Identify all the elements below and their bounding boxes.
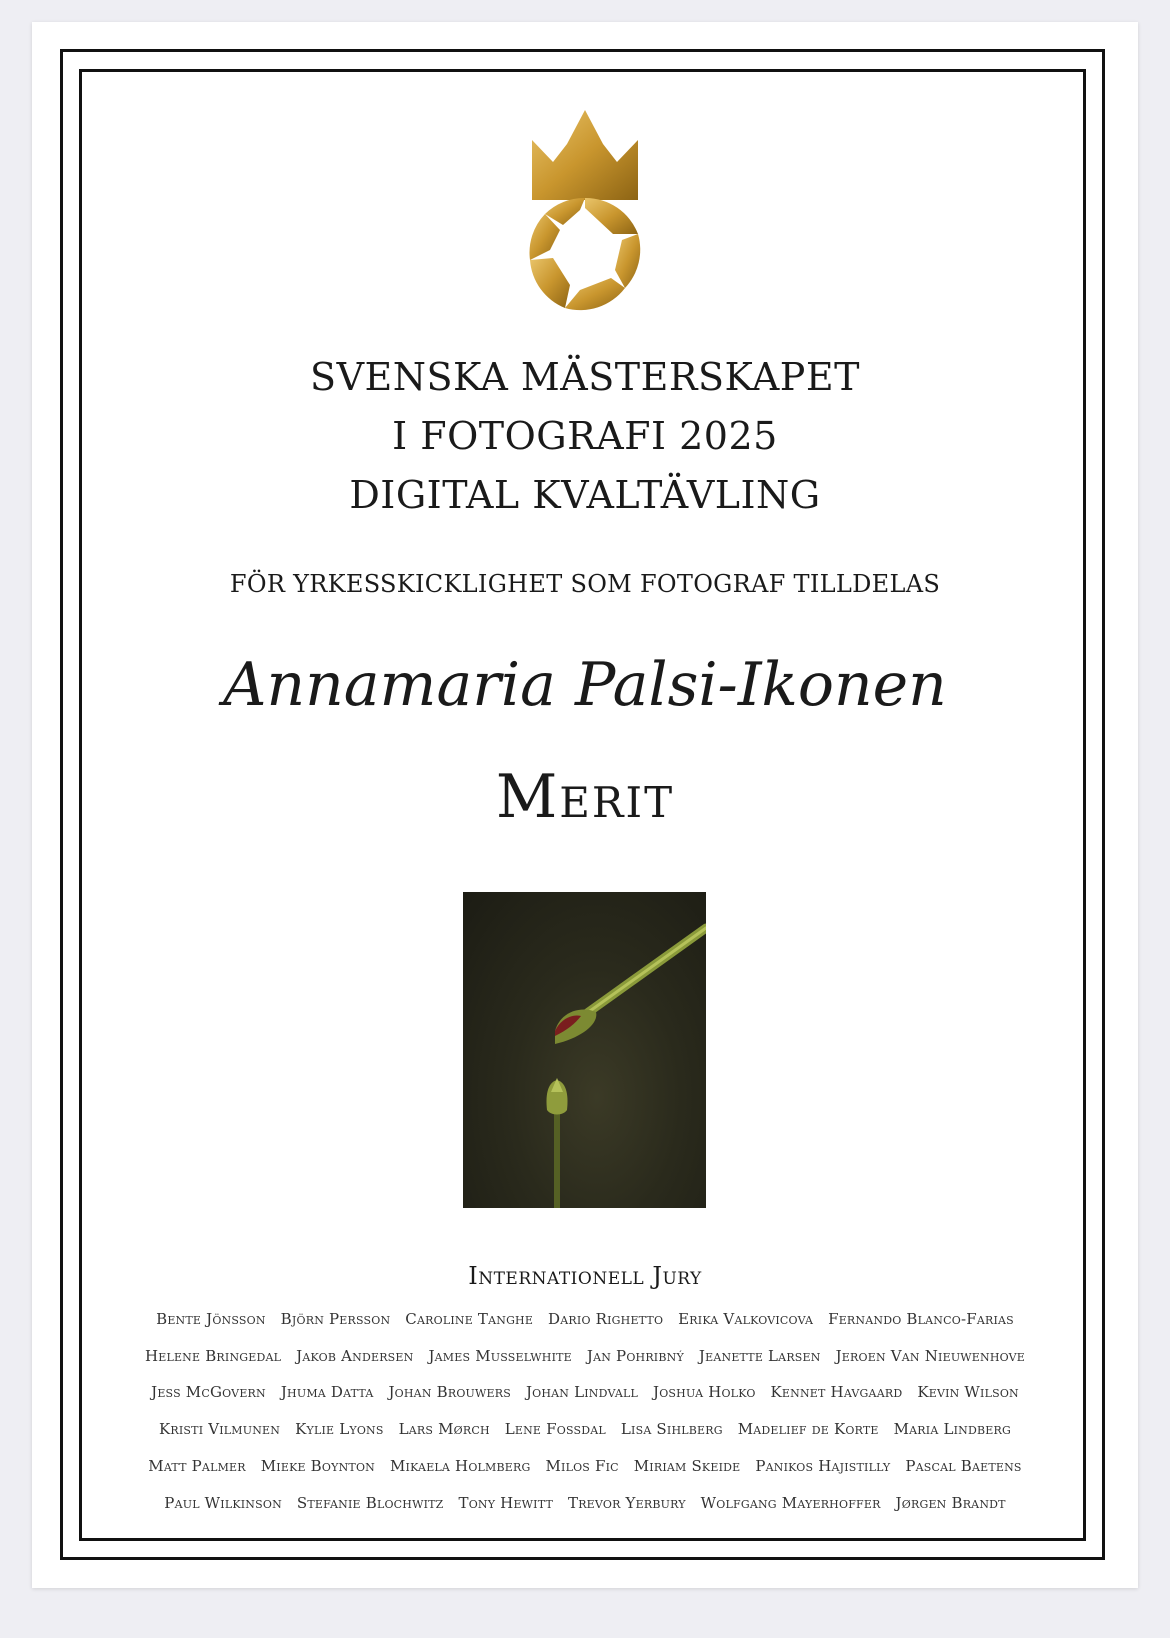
crown-aperture-logo <box>525 110 645 315</box>
juror-name: Pascal Baetens <box>905 1457 1022 1475</box>
jury-row-2 <box>90 1347 1080 1365</box>
juror-name: Wolfgang Mayerhoffer <box>700 1494 881 1512</box>
juror-name: Jeroen Van Nieuwenhove <box>835 1347 1026 1365</box>
award-photo <box>463 892 706 1208</box>
juror-name: Kristi Vilmunen <box>158 1420 281 1438</box>
title-line-1: SVENSKA MÄSTERSKAPET <box>310 355 860 399</box>
juror-name: Jan Pohribný <box>586 1347 684 1365</box>
title-line-3: DIGITAL KVALTÄVLING <box>349 473 821 517</box>
juror-name: Johan Lindvall <box>525 1383 639 1401</box>
certificate-title <box>0 348 1170 525</box>
jury-row-1 <box>90 1310 1080 1328</box>
juror-name: James Musselwhite <box>428 1347 572 1365</box>
jury-heading: Internationell Jury <box>468 1262 702 1290</box>
title-line-2: I FOTOGRAFI 2025 <box>392 414 778 458</box>
juror-name: Maria Lindberg <box>893 1420 1011 1438</box>
juror-name: Dario Righetto <box>548 1310 664 1328</box>
juror-name: Lars Mørch <box>398 1420 490 1438</box>
juror-name: Jørgen Brandt <box>895 1494 1006 1512</box>
juror-name: Lisa Sihlberg <box>620 1420 723 1438</box>
award-level <box>0 762 1170 832</box>
juror-name: Caroline Tanghe <box>405 1310 534 1328</box>
juror-name: Johan Brouwers <box>388 1383 511 1401</box>
juror-name: Stefanie Blochwitz <box>296 1494 444 1512</box>
award-reason: FÖR YRKESSKICKLIGHET SOM FOTOGRAF TILLDELAS <box>229 570 941 598</box>
aperture-icon <box>530 198 641 310</box>
juror-name: Kevin Wilson <box>917 1383 1019 1401</box>
juror-name: Helene Bringedal <box>144 1347 282 1365</box>
juror-name: Bente Jönsson <box>156 1310 266 1328</box>
award-label: Merit <box>495 762 675 832</box>
crown-icon <box>532 110 638 200</box>
juror-name: Tony Hewitt <box>458 1494 554 1512</box>
juror-name: Joshua Holko <box>652 1383 756 1401</box>
juror-name: Jess McGovern <box>151 1383 266 1401</box>
juror-name: Madelief de Korte <box>737 1420 879 1438</box>
jury-row-3 <box>90 1383 1080 1401</box>
juror-name: Paul Wilkinson <box>164 1494 282 1512</box>
juror-name: Jeanette Larsen <box>698 1347 821 1365</box>
juror-name: Matt Palmer <box>148 1457 246 1475</box>
juror-name: Milos Fic <box>545 1457 619 1475</box>
juror-name: Björn Persson <box>280 1310 391 1328</box>
juror-name: Jhuma Datta <box>280 1383 374 1401</box>
juror-name: Trevor Yerbury <box>567 1494 686 1512</box>
recipient-name: Annamaria Palsi-Ikonen <box>223 650 947 720</box>
juror-name: Mieke Boynton <box>260 1457 375 1475</box>
juror-name: Panikos Hajistilly <box>755 1457 891 1475</box>
jury-row-6 <box>90 1494 1080 1512</box>
flower-bud-image <box>463 892 706 1208</box>
juror-name: Kylie Lyons <box>295 1420 384 1438</box>
juror-name: Fernando Blanco-Farias <box>828 1310 1014 1328</box>
jury-row-4 <box>90 1420 1080 1438</box>
juror-name: Miriam Skeide <box>633 1457 741 1475</box>
juror-name: Kennet Havgaard <box>770 1383 903 1401</box>
juror-name: Lene Fossdal <box>504 1420 606 1438</box>
jury-row-5 <box>90 1457 1080 1475</box>
juror-name: Jakob Andersen <box>296 1347 414 1365</box>
juror-name: Erika Valkovicova <box>678 1310 814 1328</box>
juror-name: Mikaela Holmberg <box>389 1457 531 1475</box>
